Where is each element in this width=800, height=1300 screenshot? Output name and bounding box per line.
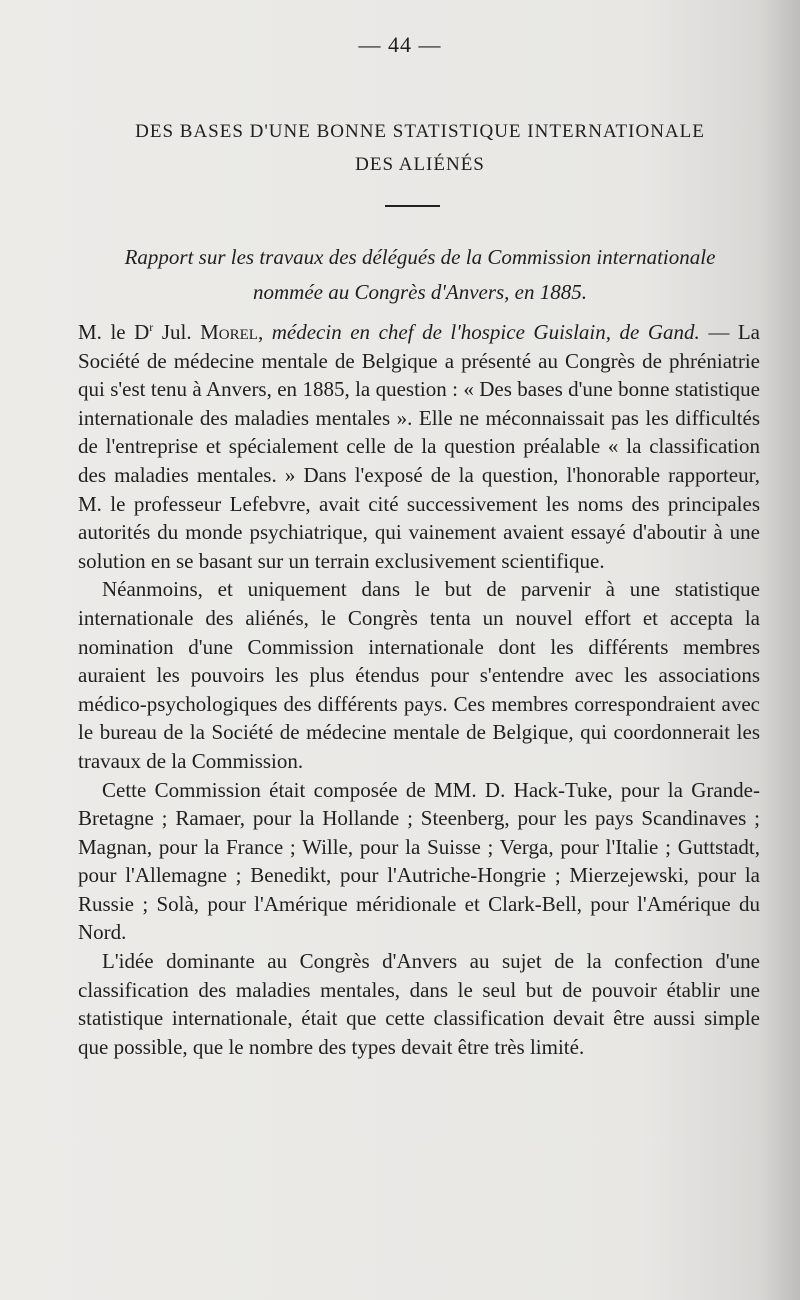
separator-rule [385,205,440,207]
speaker-comma: , [257,320,272,344]
page-number: — 44 — [358,32,442,57]
body-text [78,318,760,1061]
paragraph-4: L'idée dominante au Congrès d'Anvers au sujet de la confection d'une classification des maladies mentales, dans le seul but de pouvoir établir une statistique internationale, était que cette classification devait être aussi simple que possible, que le nombre des types devait être très limité. [78,949,760,1059]
speaker-title-sup: r [149,320,154,334]
speaker-surname: Morel [200,320,258,344]
paragraph-1-text: — La Société de médecine mentale de Belgique a présenté au Congrès de phréniatrie qui s'est tenu à Anvers, en 1885, la question : « Des bases d'une bonne statistique internationale des maladies mentales ». Elle ne méconnaissait pas les difficultés de l'entreprise et spécialement celle de la question préalable « la classification des maladies mentales. » Dans l'exposé de la question, l'honorable rapporteur, M. le professeur Lefebvre, avait cité successivement les noms des principales autorités du monde psychiatrique, qui vainement avaient essayé d'aboutir à une solution en se basant sur un terrain exclusivement scientifique. [78,320,760,573]
paragraph-1 [78,318,760,575]
title-line-1: DES BASES D'UNE BONNE STATISTIQUE INTERNATIONALE [135,121,705,142]
paragraph-3: Cette Commission était composée de MM. D. Hack-Tuke, pour la Grande-Bretagne ; Ramaer, pour la Hollande ; Steenberg, pour les pays Scandinaves ; Magnan, pour la France ; Wille, pour la Suisse ; Verga, pour l'Italie ; Guttstadt, pour l'Allemagne ; Benedikt, pour l'Autriche-Hongrie ; Mierzejewski, pour la Russie ; Solà, pour l'Amérique méridionale et Clark-Bell, pour l'Amérique du Nord. [78,777,760,945]
speaker-firstname: Jul. [153,320,201,344]
subtitle-line-2: nommée au Congrès d'Anvers, en 1885. [252,280,588,304]
speaker-role: médecin en chef de l'hospice Guislain, de Gand. [271,320,700,344]
subtitle-line-1: Rapport sur les travaux des délégués de la Commission internationale [124,245,716,269]
speaker-lead: M. le D [78,320,150,344]
paragraph-2: Néanmoins, et uniquement dans le but de parvenir à une statistique internationale des aliénés, le Congrès tenta un nouvel effort et accepta la nomination d'une Commission internationale dont les différents membres auraient les pouvoirs les plus étendus pour s'entendre avec les associations médico-psychologiques des différents pays. Ces membres correspondraient avec le bureau de la Société de médecine mentale de Belgique, qui coordonnerait les travaux de la Commission. [78,577,760,773]
chapter-title [40,115,800,181]
report-subtitle [70,240,770,310]
title-line-2: DES ALIÉNÉS [355,154,485,175]
